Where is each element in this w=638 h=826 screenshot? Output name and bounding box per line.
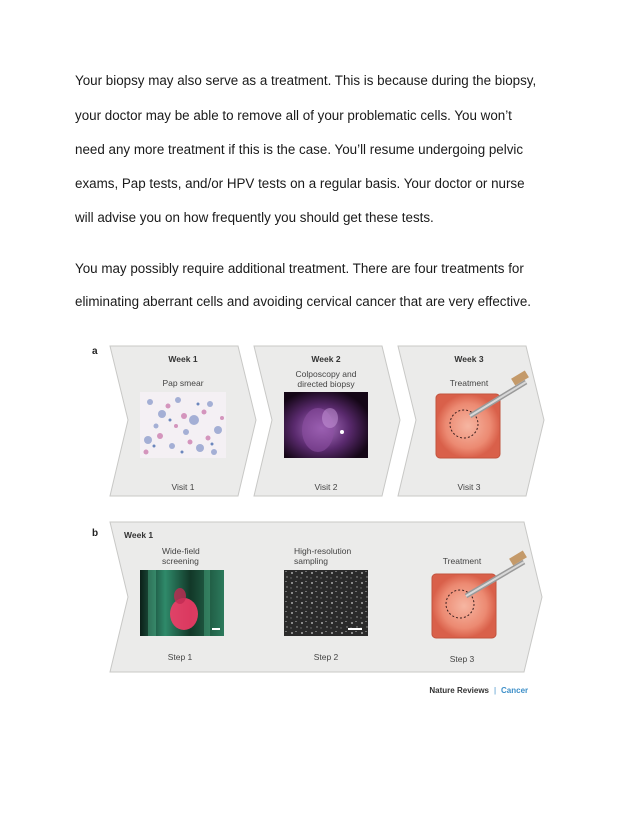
text-line: will advise you on how frequently you should get these tests.	[75, 210, 434, 225]
step-caption: Colposcopy and	[295, 369, 357, 379]
text-line: need any more treatment if this is the case. You’ll resume undergoing pelvic	[75, 142, 524, 157]
step-caption: Treatment	[449, 378, 489, 388]
credit-section: Cancer	[501, 686, 529, 695]
pap-smear-image	[140, 392, 226, 458]
step-header: Week 1	[168, 354, 198, 364]
step-caption: Treatment	[442, 556, 482, 566]
colposcopy-image	[284, 392, 368, 458]
step-header: Week 2	[311, 354, 341, 364]
panel-a	[92, 346, 544, 496]
panel-letter: b	[92, 528, 99, 539]
text-line: exams, Pap tests, and/or HPV tests on a regular basis. Your doctor or nurse	[75, 176, 525, 191]
panel-letter: a	[92, 346, 98, 357]
step-caption: Pap smear	[162, 378, 204, 388]
step-footer: Visit 3	[457, 482, 481, 492]
figure-credit	[429, 686, 528, 695]
text-line: your doctor may be able to remove all of your problematic cells. You won’t	[75, 108, 512, 123]
step-footer: Step 2	[313, 652, 339, 662]
step-footer: Visit 1	[171, 482, 195, 492]
panel-b	[92, 522, 542, 672]
credit-separator: |	[493, 686, 497, 695]
step-footer: Step 3	[449, 654, 475, 664]
step-caption: sampling	[294, 556, 329, 566]
high-resolution-image	[284, 570, 368, 636]
step-caption: screening	[162, 556, 199, 566]
step-caption: High-resolution	[294, 546, 352, 556]
step-footer: Visit 2	[314, 482, 338, 492]
panel-header: Week 1	[124, 530, 154, 540]
credit-journal: Nature Reviews	[429, 686, 489, 695]
step-footer: Step 1	[167, 652, 193, 662]
text-line: Your biopsy may also serve as a treatment. This is because during the biopsy,	[75, 73, 537, 88]
text-line: You may possibly require additional treatment. There are four treatments for	[75, 261, 524, 276]
text-line: eliminating aberrant cells and avoiding cervical cancer that are very effective.	[75, 294, 532, 309]
step-caption: directed biopsy	[297, 379, 355, 389]
step-header: Week 3	[454, 354, 484, 364]
step-caption: Wide-field	[162, 546, 200, 556]
wide-field-image	[140, 570, 224, 636]
